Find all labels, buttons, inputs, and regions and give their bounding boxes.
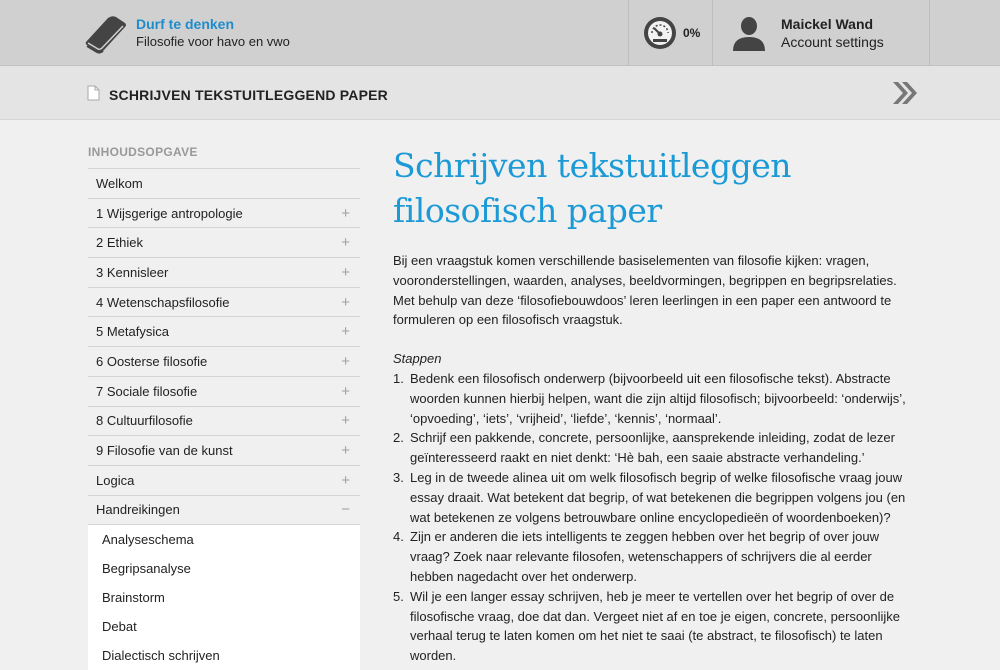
toc-item-label: Welkom	[96, 175, 143, 191]
account-settings-link[interactable]: Account settings	[781, 34, 884, 50]
toc-item-label: 3 Kennisleer	[96, 264, 169, 280]
step-item	[393, 587, 913, 666]
top-header	[0, 0, 1000, 66]
expand-icon[interactable]: +	[341, 471, 350, 489]
step-text: Wil je een langer essay schrijven, heb je meer te vertellen over het begrip of over de filosofische vraag, doe dat dan. Vergeet niet af en toe je eigen, concrete, persoonlijke verhaal terug te laten komen om het niet te saai (te abstract, te filosofisch) te laten worden.	[410, 588, 900, 664]
next-page-icon[interactable]	[890, 80, 920, 106]
toc-item[interactable]	[88, 258, 360, 288]
step-item	[393, 428, 913, 468]
toc-item[interactable]	[88, 169, 360, 199]
step-number: 1.	[393, 370, 404, 386]
expand-icon[interactable]: +	[341, 382, 350, 400]
account-menu[interactable]	[713, 0, 930, 66]
gauge-icon	[643, 16, 677, 50]
article-title: Schrijven tekstuitleggen filosofisch paper	[393, 146, 791, 230]
toc-item[interactable]	[88, 466, 360, 496]
toc-item[interactable]	[88, 407, 360, 437]
step-text: Bedenk een filosofisch onderwerp (bijvoorbeeld uit een filosofische tekst). Abstracte woorden kunnen hierbij helpen, want die zijn altijd filosofisch; bijvoorbeeld: ‘onderwijs’, ‘opvoeding’, ‘iets’, ‘vrijheid’, ‘liefde’, ‘kennis’, ‘normaal’.	[410, 370, 906, 426]
steps-list	[393, 369, 913, 666]
toc-heading: INHOUDSOPGAVE	[88, 145, 360, 169]
toc-item[interactable]	[88, 199, 360, 229]
content-area	[0, 121, 1000, 664]
toc-item-label: 9 Filosofie van de kunst	[96, 443, 233, 459]
toc-subitem[interactable]: Begripsanalyse	[102, 561, 191, 577]
toc-subitem[interactable]: Dialectisch schrijven	[102, 648, 220, 664]
toc-item-expanded[interactable]	[88, 496, 360, 526]
brand-subtitle: Filosofie voor havo en vwo	[136, 34, 290, 49]
toc-item-label: 5 Metafysica	[96, 324, 169, 340]
brand-title[interactable]: Durf te denken	[136, 16, 235, 32]
step-item	[393, 468, 913, 527]
toc-item-label: 4 Wetenschapsfilosofie	[96, 294, 230, 310]
article	[393, 143, 913, 666]
account-name: Maickel Wand	[781, 16, 874, 32]
collapse-icon[interactable]: −	[341, 501, 350, 519]
expand-icon[interactable]: +	[341, 234, 350, 252]
toc-item-label: 6 Oosterse filosofie	[96, 353, 208, 369]
expand-icon[interactable]: +	[341, 352, 350, 370]
steps-heading: Stappen	[393, 351, 442, 367]
step-item	[393, 527, 913, 586]
toc-item-label: 8 Cultuurfilosofie	[96, 413, 193, 429]
step-number: 2.	[393, 430, 404, 446]
progress-indicator[interactable]	[628, 0, 713, 66]
expand-icon[interactable]: +	[341, 293, 350, 311]
toc-item-label: 2 Ethiek	[96, 235, 143, 251]
expand-icon[interactable]: +	[341, 442, 350, 460]
expand-icon[interactable]: +	[341, 412, 350, 430]
expand-icon[interactable]: +	[341, 263, 350, 281]
toc-item[interactable]	[88, 436, 360, 466]
article-intro: Bij een vraagstuk komen verschillende basiselementen van filosofie kijken: vragen, vooronderstellingen, waarden, analyses, beeldvormingen, begrippen en begripsrelaties. Met behulp van deze ‘filosofiebouwdoos’ leren leerlingen in een paper een antwoord te formuleren op een filosofisch vraagstuk.	[393, 253, 897, 328]
toc-subitem[interactable]: Analyseschema	[102, 532, 194, 548]
brand[interactable]	[82, 10, 290, 56]
expand-icon[interactable]: +	[341, 323, 350, 341]
step-item	[393, 369, 913, 428]
toc-item-label: Handreikingen	[96, 502, 180, 518]
toc-item-label: 7 Sociale filosofie	[96, 383, 198, 399]
step-text: Schrijf een pakkende, concrete, persoonlijke, aansprekende inleiding, zodat de lezer geïnteresseerd raakt en niet denkt: ‘Hè bah, een saaie abstracte verhandeling.’	[410, 430, 895, 466]
toc-subitem[interactable]: Brainstorm	[102, 590, 165, 606]
step-number: 5.	[393, 588, 404, 604]
book-icon	[82, 12, 128, 54]
toc-subitem[interactable]: Debat	[102, 619, 137, 635]
toc-item-label: 1 Wijsgerige antropologie	[96, 205, 243, 221]
toc-sub-list	[88, 525, 360, 670]
toc-item[interactable]	[88, 377, 360, 407]
toc-item[interactable]	[88, 347, 360, 377]
step-number: 3.	[393, 469, 404, 485]
expand-icon[interactable]: +	[341, 204, 350, 222]
toc-item[interactable]	[88, 317, 360, 347]
document-icon	[87, 85, 100, 101]
page-title-bar	[0, 66, 1000, 120]
progress-value: 0%	[683, 26, 701, 40]
table-of-contents	[88, 121, 360, 670]
page-title: SCHRIJVEN TEKSTUITLEGGEND PAPER	[109, 87, 388, 103]
toc-item[interactable]	[88, 288, 360, 318]
toc-item[interactable]	[88, 228, 360, 258]
step-number: 4.	[393, 529, 404, 545]
toc-item-label: Logica	[96, 472, 135, 488]
step-text: Leg in de tweede alinea uit om welk filosofisch begrip of welke filosofische vraag jouw essay draait. Wat betekent dat begrip, of wat betekenen die begrippen volgens jou (en wat betekenen ze volgens betrouwbare online encyclopedieën of woordenboeken)?	[410, 469, 906, 525]
user-avatar-icon	[731, 15, 767, 51]
step-text: Zijn er anderen die iets intelligents te zeggen hebben over het begrip of over jouw vraag? Zoek naar relevante filosofen, wetenschappers of schrijvers die al eerder hebben nagedacht over het onderwerp.	[410, 529, 880, 584]
